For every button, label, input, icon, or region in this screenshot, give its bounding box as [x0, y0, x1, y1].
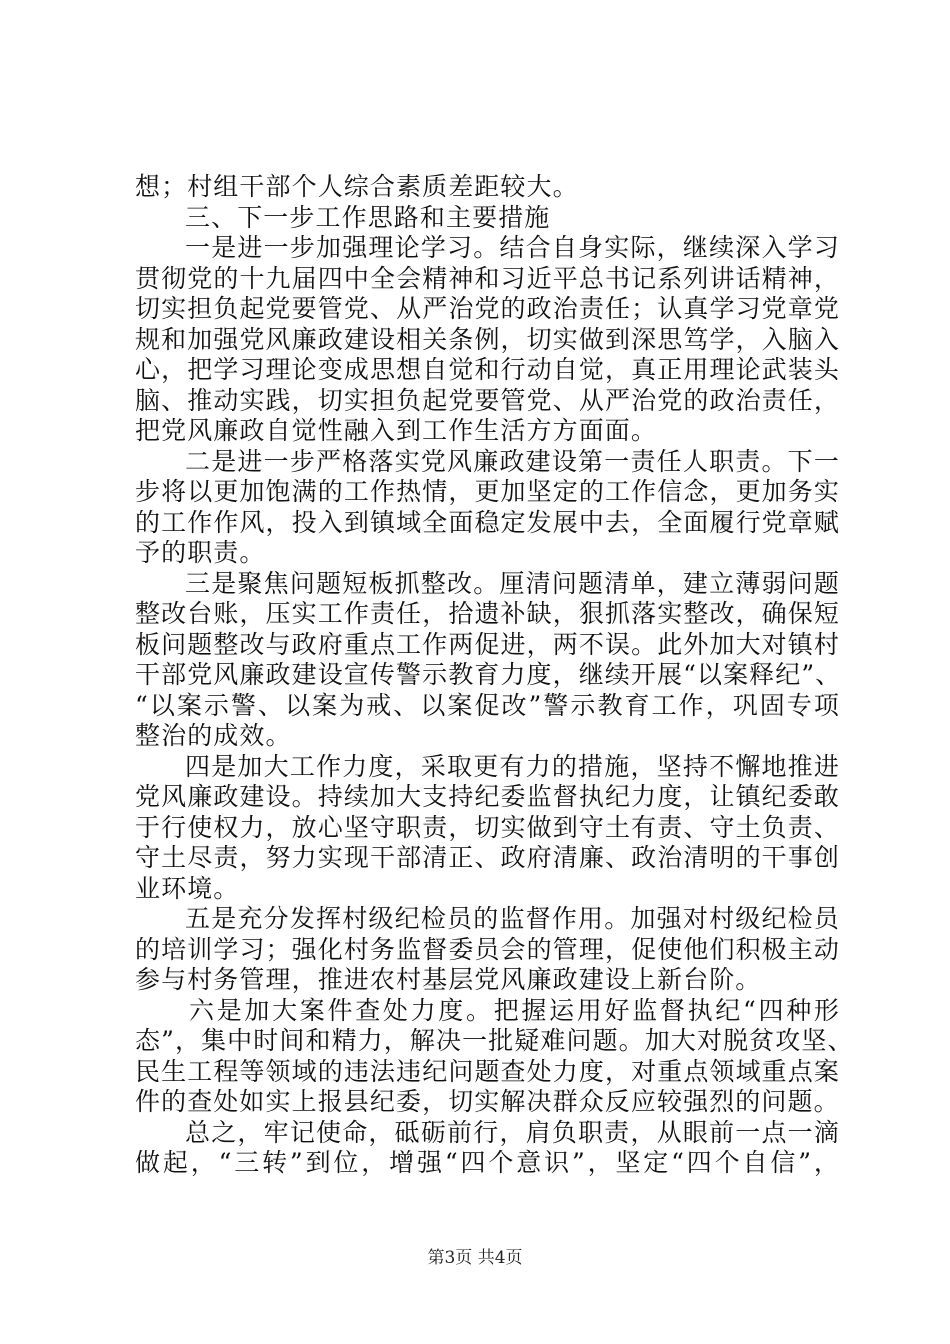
- text-line: 六是加大案件查处力度。把握运用好监督执纪“四种形: [189, 995, 840, 1025]
- text-line: 做起，“三转”到位，增强“四个意识”，坚定“四个自信”，: [135, 1148, 840, 1177]
- text-line: 业环境。: [135, 873, 240, 903]
- text-line: 党风廉政建设。持续加大支持纪委监督执纪力度，让镇纪委敢: [135, 782, 840, 811]
- text-line: 三、下一步工作思路和主要措施: [185, 202, 551, 232]
- text-line: 板问题整改与政府重点工作两促进，两不误。此外加大对镇村: [135, 629, 840, 659]
- text-line: 五是充分发挥村级纪检员的监督作用。加强对村级纪检员: [185, 904, 840, 933]
- text-line: 步将以更加饱满的工作热情，更加坚定的工作信念，更加务实: [135, 477, 840, 506]
- text-line: 干部党风廉政建设宣传警示教育力度，继续开展“以案释纪”、: [135, 660, 842, 689]
- text-line: 二是进一步严格落实党风廉政建设第一责任人职责。下一: [185, 446, 840, 476]
- text-line: 态”，集中时间和精力，解决一批疑难问题。加大对脱贫攻坚、: [135, 1026, 854, 1055]
- text-line: 件的查处如实上报县纪委，切实解决群众反应较强烈的问题。: [135, 1087, 840, 1116]
- text-line: 规和加强党风廉政建设相关条例，切实做到深思笃学，入脑入: [135, 324, 840, 354]
- text-line: 予的职责。: [135, 538, 266, 567]
- text-line: 想；村组干部个人综合素质差距较大。: [135, 172, 579, 201]
- text-line: 把党风廉政自觉性融入到工作生活方方面面。: [135, 416, 658, 445]
- text-line: 于行使权力，放心坚守职责，切实做到守土有责、守土负责、: [135, 812, 840, 842]
- text-line: 守土尽责，努力实现干部清正、政府清廉、政治清明的干事创: [135, 843, 840, 872]
- text-line: 切实担负起党要管党、从严治党的政治责任；认真学习党章党: [135, 294, 840, 323]
- text-line: 的工作作风，投入到镇域全面稳定发展中去，全面履行党章赋: [135, 507, 840, 537]
- text-line: 整改台账，压实工作责任，拾遗补缺，狠抓落实整改，确保短: [135, 599, 840, 628]
- page-number-label: 第3页 共4页: [427, 1248, 523, 1268]
- text-line: 心，把学习理论变成思想自觉和行动自觉，真正用理论武装头: [135, 355, 840, 384]
- text-line: 民生工程等领域的违法违纪问题查处力度，对重点领域重点案: [135, 1056, 840, 1086]
- text-line: 三是聚焦问题短板抓整改。厘清问题清单，建立薄弱问题: [185, 568, 840, 598]
- text-line: 整治的成效。: [135, 721, 292, 750]
- text-line: “以案示警、以案为戒、以案促改”警示教育工作，巩固专项: [135, 690, 840, 720]
- text-line: 的培训学习；强化村务监督委员会的管理，促使他们积极主动: [135, 934, 840, 964]
- page-footer: [0, 1248, 950, 1268]
- text-line: 总之，牢记使命，砥砺前行，肩负职责，从眼前一点一滴: [185, 1117, 840, 1147]
- text-line: 一是进一步加强理论学习。结合自身实际，继续深入学习: [185, 233, 840, 262]
- text-line: 贯彻党的十九届四中全会精神和习近平总书记系列讲话精神，: [135, 263, 840, 293]
- text-line: 参与村务管理，推进农村基层党风廉政建设上新台阶。: [135, 965, 762, 994]
- text-line: 四是加大工作力度，采取更有力的措施，坚持不懈地推进: [185, 751, 840, 781]
- text-line: 脑、推动实践，切实担负起党要管党、从严治党的政治责任，: [135, 385, 840, 415]
- document-body: [135, 172, 854, 1179]
